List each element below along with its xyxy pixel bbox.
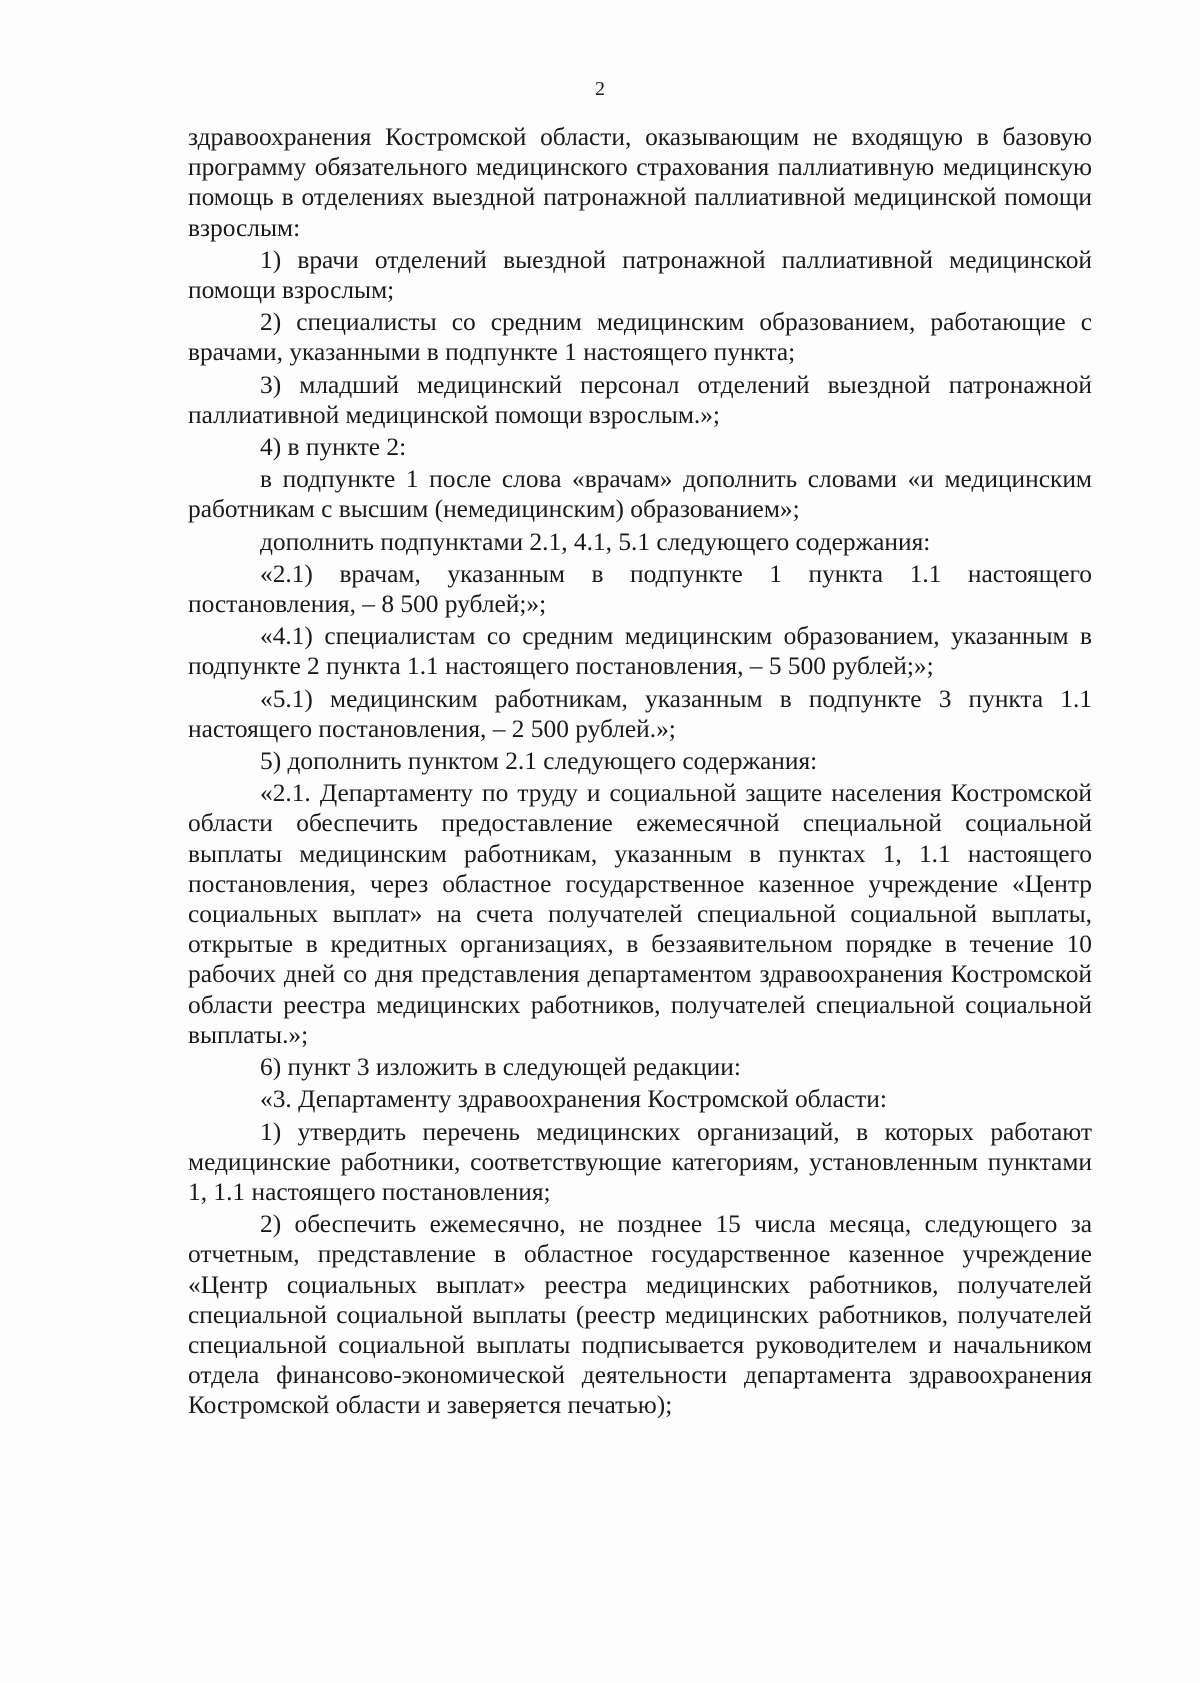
paragraph-item-1: 1) врачи отделений выездной патронажной паллиативной медицинской помощи взрослым; [188,245,1092,305]
paragraph-point-3-item-1: 1) утвердить перечень медицинских организаций, в которых работают медицинские работники, соответствующие категориям, установленным пунктами 1, 1.1 настоящего постановления; [188,1117,1092,1206]
paragraph-intro: здравоохранения Костромской области, оказывающим не входящую в базовую программу обязательного медицинского страхования паллиативную медицинскую помощь в отделениях выездной патронажной паллиативной медицинской помощи взрослым: [188,123,1092,242]
paragraph-subpoint-4-1: «4.1) специалистам со средним медицинским образованием, указанным в подпункте 2 пункта 1.1 настоящего постановления, – 5 500 рублей;»; [188,622,1092,681]
paragraph-point-3-heading: «3. Департаменту здравоохранения Костромской области: [260,1085,887,1114]
page-number: 2 [595,78,605,100]
paragraph-point-2-1-text: «2.1. Департаменту по труду и социальной защите населения Костромской области обеспечить предоставление ежемесячной специальной социальной выплаты медицинским работникам, указанным в пунктах 1, 1.1 настоящего постановления, через областное государственное казенное учреждение «Центр социальных выплат» на счета получателей специальной социальной выплаты, открытые в кредитных организациях, в беззаявительном порядке в течение 10 рабочих дней со дня представления департаментом здравоохранения Костромской области реестра медицинских работников, получателей специальной социальной выплаты.»; [188,779,1092,1049]
paragraph-point-3-item-2: 2) обеспечить ежемесячно, не позднее 15 числа месяца, следующего за отчетным, представление в областное государственное казенное учреждение «Центр социальных выплат» реестра медицинских работников, получателей специальной социальной выплаты (реестр медицинских работников, получателей специальной социальной выплаты подписывается руководителем и начальником отдела финансово-экономической деятельности департамента здравоохранения Костромской области и заверяется печатью); [188,1210,1092,1420]
paragraph-subpoint-5-1: «5.1) медицинским работникам, указанным в подпункте 3 пункта 1.1 настоящего постановления, – 2 500 рублей.»; [188,684,1092,743]
paragraph-point-5: 5) дополнить пунктом 2.1 следующего содержания: [260,747,818,776]
paragraph-point-4: 4) в пункте 2: [260,433,407,462]
paragraph-add-subpoints: дополнить подпунктами 2.1, 4.1, 5.1 следующего содержания: [260,527,931,556]
paragraph-item-2: 2) специалисты со средним медицинским образованием, работающие с врачами, указанными в подпункте 1 настоящего пункта; [188,308,1092,367]
document-body [188,122,1092,1421]
paragraph-point-6: 6) пункт 3 изложить в следующей редакции: [260,1053,741,1082]
paragraph-subpoint-1-amendment: в подпункте 1 после слова «врачам» дополнить словами «и медицинским работникам с высшим (немедицинским) образованием»; [188,465,1092,524]
paragraph-subpoint-2-1: «2.1) врачам, указанным в подпункте 1 пункта 1.1 настоящего постановления, – 8 500 рублей;»; [188,559,1092,619]
paragraph-item-3: 3) младший медицинский персонал отделений выездной патронажной паллиативной медицинской помощи взрослым.»; [188,370,1092,429]
